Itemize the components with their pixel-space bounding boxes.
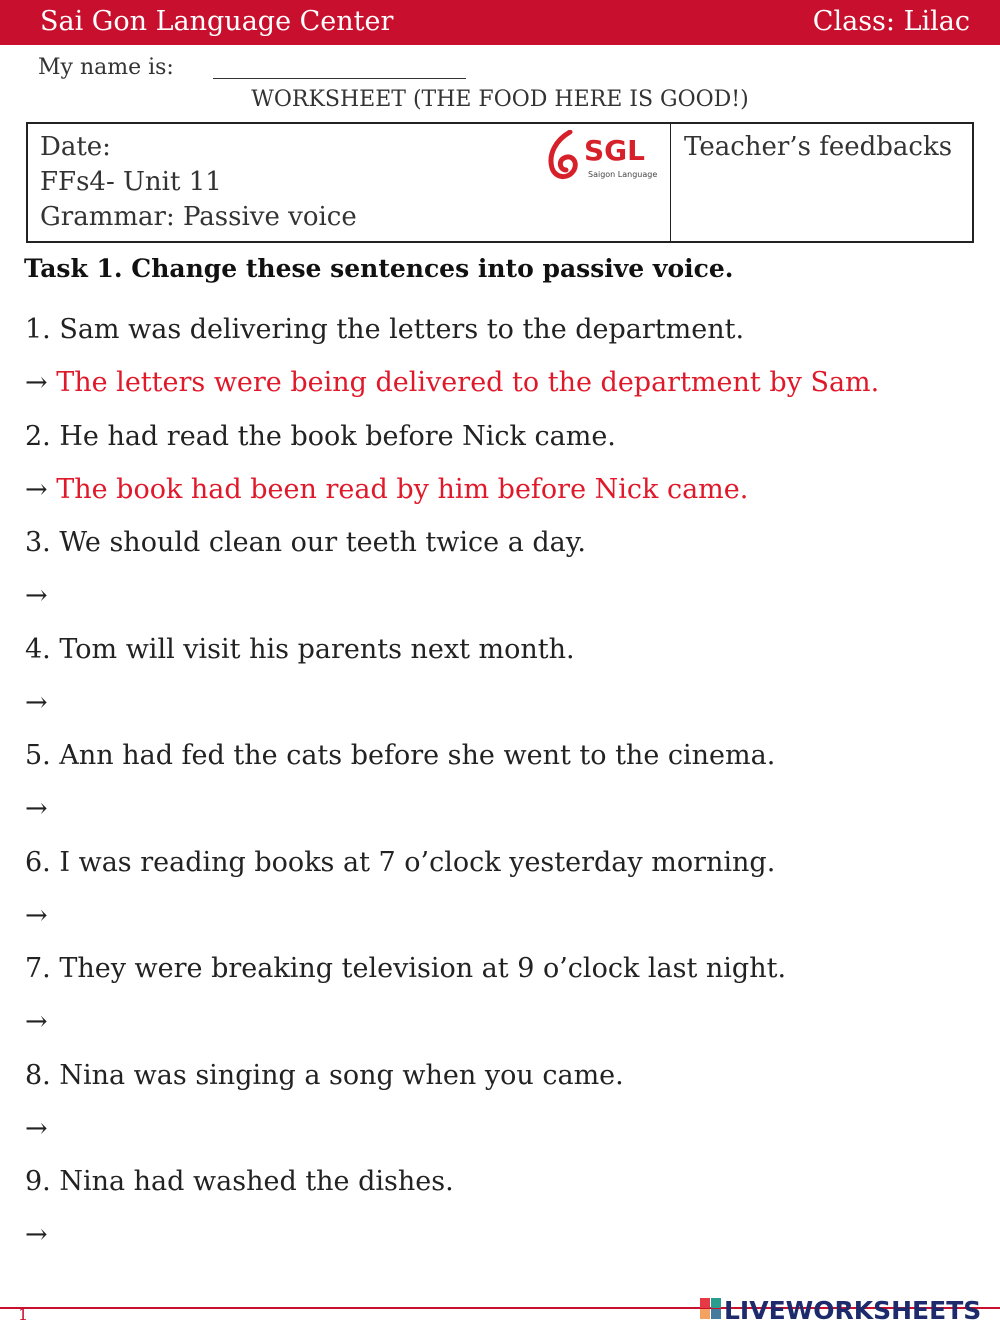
arrow-icon: → xyxy=(25,900,48,931)
arrow-icon: → xyxy=(25,1006,48,1037)
answer-7[interactable] xyxy=(25,1006,48,1037)
page-number: 1 xyxy=(18,1305,29,1324)
arrow-icon: → xyxy=(25,367,48,398)
answer-2[interactable] xyxy=(25,474,748,505)
question-3: 3. We should clean our teeth twice a day. xyxy=(25,527,587,558)
question-1: 1. Sam was delivering the letters to the department. xyxy=(25,314,745,345)
question-8: 8. Nina was singing a song when you came. xyxy=(25,1060,624,1091)
answer-text: The book had been read by him before Nick came. xyxy=(56,474,749,505)
question-4: 4. Tom will visit his parents next month. xyxy=(25,634,575,665)
answer-9[interactable] xyxy=(25,1219,48,1250)
logo-subtext: Saigon Language xyxy=(588,170,658,179)
color-blocks-icon xyxy=(700,1298,722,1322)
arrow-icon: → xyxy=(25,580,48,611)
sgl-swirl-icon xyxy=(546,130,582,182)
info-box xyxy=(26,122,974,243)
answer-3[interactable] xyxy=(25,580,48,611)
sgl-logo xyxy=(546,130,658,184)
teacher-feedback-label: Teacher’s feedbacks xyxy=(684,132,953,162)
answer-4[interactable] xyxy=(25,687,48,718)
answer-8[interactable] xyxy=(25,1113,48,1144)
grammar-label: Grammar: Passive voice xyxy=(40,202,357,232)
name-input-line[interactable] xyxy=(213,78,466,79)
answer-6[interactable] xyxy=(25,900,48,931)
arrow-icon: → xyxy=(25,1113,48,1144)
info-divider xyxy=(670,124,671,241)
logo-text: SGL xyxy=(584,134,645,167)
arrow-icon: → xyxy=(25,793,48,824)
question-6: 6. I was reading books at 7 o’clock yesterday morning. xyxy=(25,847,776,878)
header-bar xyxy=(0,0,1000,45)
name-label: My name is: xyxy=(38,55,174,80)
answer-text: The letters were being delivered to the department by Sam. xyxy=(56,367,880,398)
liveworksheets-logo xyxy=(700,1296,995,1326)
class-label: Class: Lilac xyxy=(812,6,970,37)
question-9: 9. Nina had washed the dishes. xyxy=(25,1166,454,1197)
unit-label: FFs4- Unit 11 xyxy=(40,167,222,197)
answer-1[interactable] xyxy=(25,367,879,398)
task-title: Task 1. Change these sentences into passive voice. xyxy=(24,254,734,283)
question-2: 2. He had read the book before Nick came. xyxy=(25,421,616,452)
arrow-icon: → xyxy=(25,687,48,718)
center-name: Sai Gon Language Center xyxy=(40,6,394,37)
worksheet-title: WORKSHEET (THE FOOD HERE IS GOOD!) xyxy=(251,87,749,112)
question-5: 5. Ann had fed the cats before she went to the cinema. xyxy=(25,740,776,771)
brand-text: LIVEWORKSHEETS xyxy=(724,1296,982,1325)
answer-5[interactable] xyxy=(25,793,48,824)
arrow-icon: → xyxy=(25,1219,48,1250)
question-7: 7. They were breaking television at 9 o’clock last night. xyxy=(25,953,787,984)
arrow-icon: → xyxy=(25,474,48,505)
date-label: Date: xyxy=(40,132,111,162)
